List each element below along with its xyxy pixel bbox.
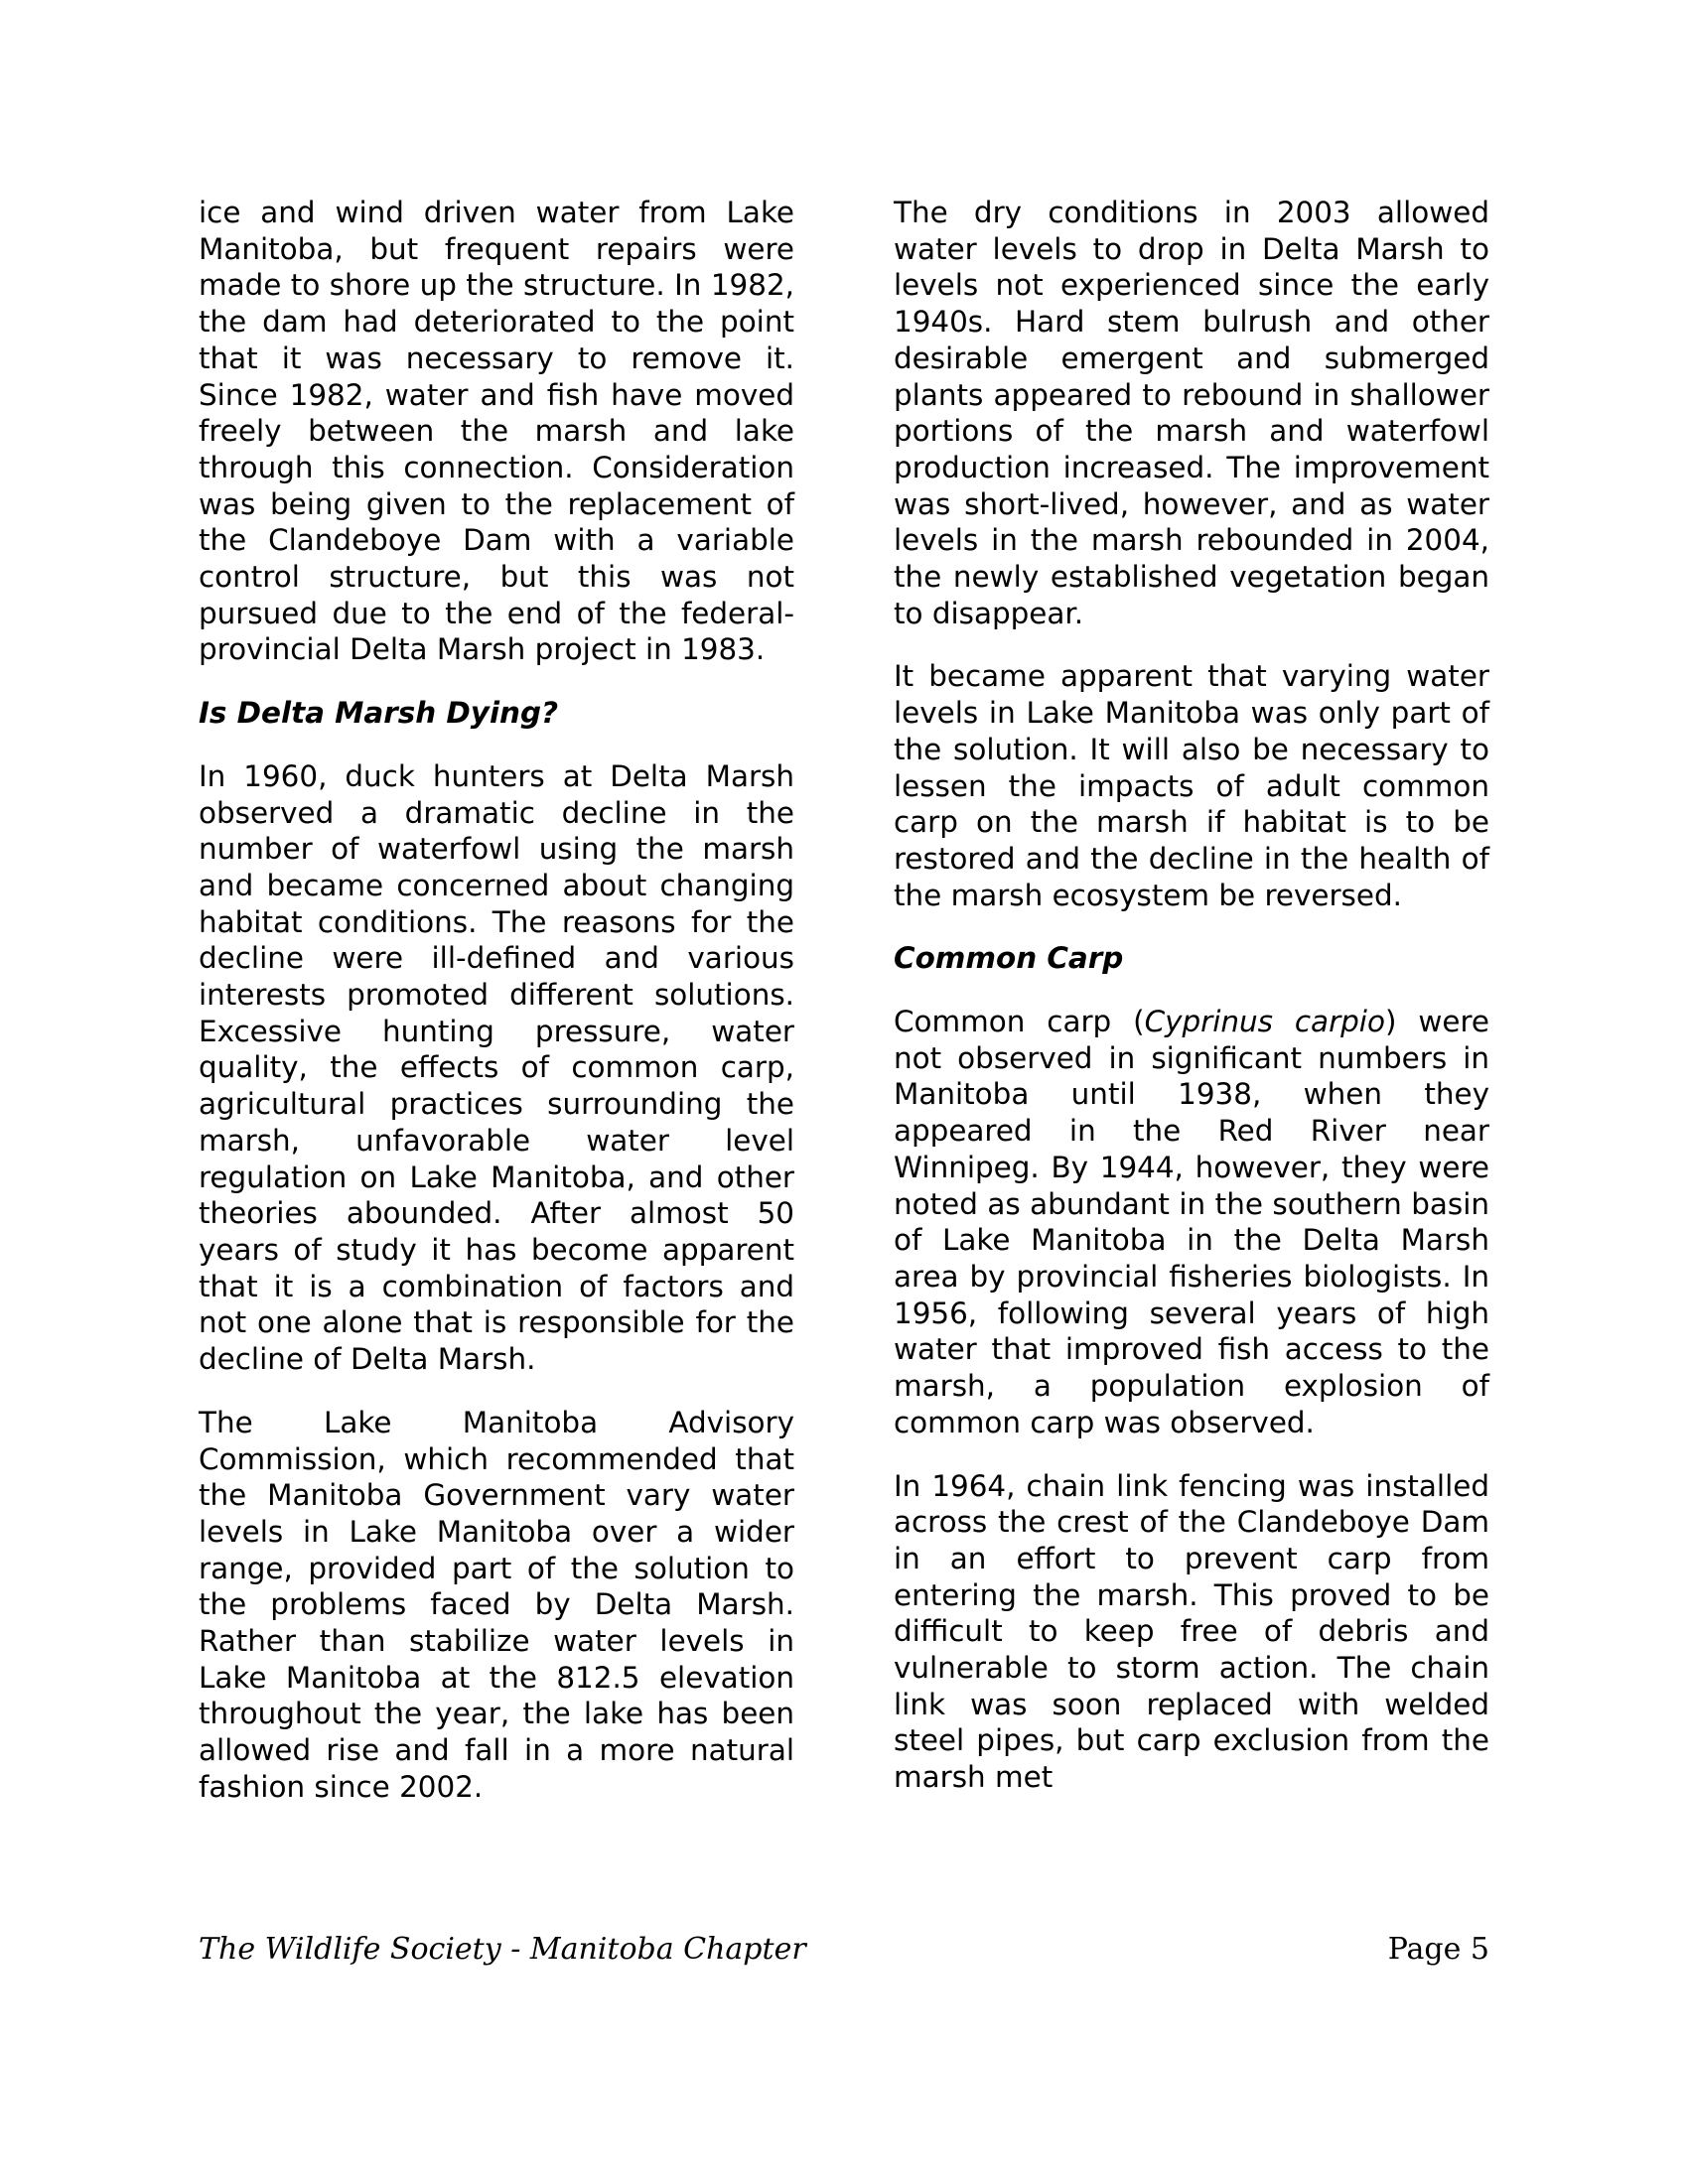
right-column — [894, 195, 1489, 1823]
section-heading-delta-marsh-dying: Is Delta Marsh Dying? — [199, 696, 559, 731]
carp-text-start: Common carp ( — [894, 1005, 1145, 1039]
carp-text-rest: ) were not observed in significant numbers in Manitoba until 1938, when they appeared in the Red River near Winnipeg. By 1944, however, they were noted as abundant in the southern basin of Lake Manitoba in the Delta Marsh area by provincial fisheries biologists. In 1956, following several years of high water that improved fish access to the marsh, a population explosion of common carp was observed. — [894, 1005, 1489, 1439]
paragraph-clandeboye-dam: ice and wind driven water from Lake Manitoba, but frequent repairs were made to shore up the structure. In 1982, the dam had deteriorated to the point that it was necessary to remove it. Since 1982, water and fish have moved freely between the marsh and lake through this connection. Consideration was being given to the replacement of the Clandeboye Dam with a variable control structure, but this was not pursued due to the end of the federal-provincial Delta Marsh project in 1983. — [199, 196, 794, 667]
footer-organization: The Wildlife Society - Manitoba Chapter — [199, 1932, 806, 1967]
paragraph-varying-water-levels: It became apparent that varying water levels in Lake Manitoba was only part of the solution. It will also be necessary to lessen the impacts of adult common carp on the marsh if habitat is to be restored and the decline in the health of the marsh ecosystem be reversed. — [894, 659, 1489, 912]
paragraph-decline: In 1960, duck hunters at Delta Marsh observed a dramatic decline in the number of waterfowl using the marsh and became concerned about changing habitat conditions. The reasons for the decline were ill-defined and various interests promoted different solutions. Excessive hunting pressure, water quality, the effects of common carp, agricultural practices surrounding the marsh, unfavorable water level regulation on Lake Manitoba, and other theories abounded. After almost 50 years of study it has become apparent that it is a combination of factors and not one alone that is responsible for the decline of Delta Marsh. — [199, 758, 794, 1377]
paragraph-dry-conditions: The dry conditions in 2003 allowed water levels to drop in Delta Marsh to levels not experienced since the early 1940s. Hard stem bulrush and other desirable emergent and submerged plants appeared to rebound in shallower portions of the marsh and waterfowl production increased. The improvement was short-lived, however, and as water levels in the marsh rebounded in 2004, the newly established vegetation began to disappear. — [894, 196, 1489, 630]
section-heading-common-carp: Common Carp — [894, 941, 1124, 976]
paragraph-common-carp — [894, 1004, 1489, 1440]
page-number: Page 5 — [1387, 1932, 1489, 1967]
species-name: Cyprinus carpio — [1144, 1005, 1385, 1039]
paragraph-chain-link-fencing: In 1964, chain link fencing was installed across the crest of the Clandeboye Dam in an effort to prevent carp from entering the marsh. This proved to be difficult to keep free of debris and vulnerable to storm action. The chain link was soon replaced with welded steel pipes, but carp exclusion from the marsh met — [894, 1468, 1489, 1795]
paragraph-advisory-commission: The Lake Manitoba Advisory Commission, which recommended that the Manitoba Government vary water levels in Lake Manitoba over a wider range, provided part of the solution to the problems faced by Delta Marsh. Rather than stabilize water levels in Lake Manitoba at the 812.5 elevation throughout the year, the lake has been allowed rise and fall in a more natural fashion since 2002. — [199, 1405, 794, 1804]
left-column — [199, 195, 794, 1833]
